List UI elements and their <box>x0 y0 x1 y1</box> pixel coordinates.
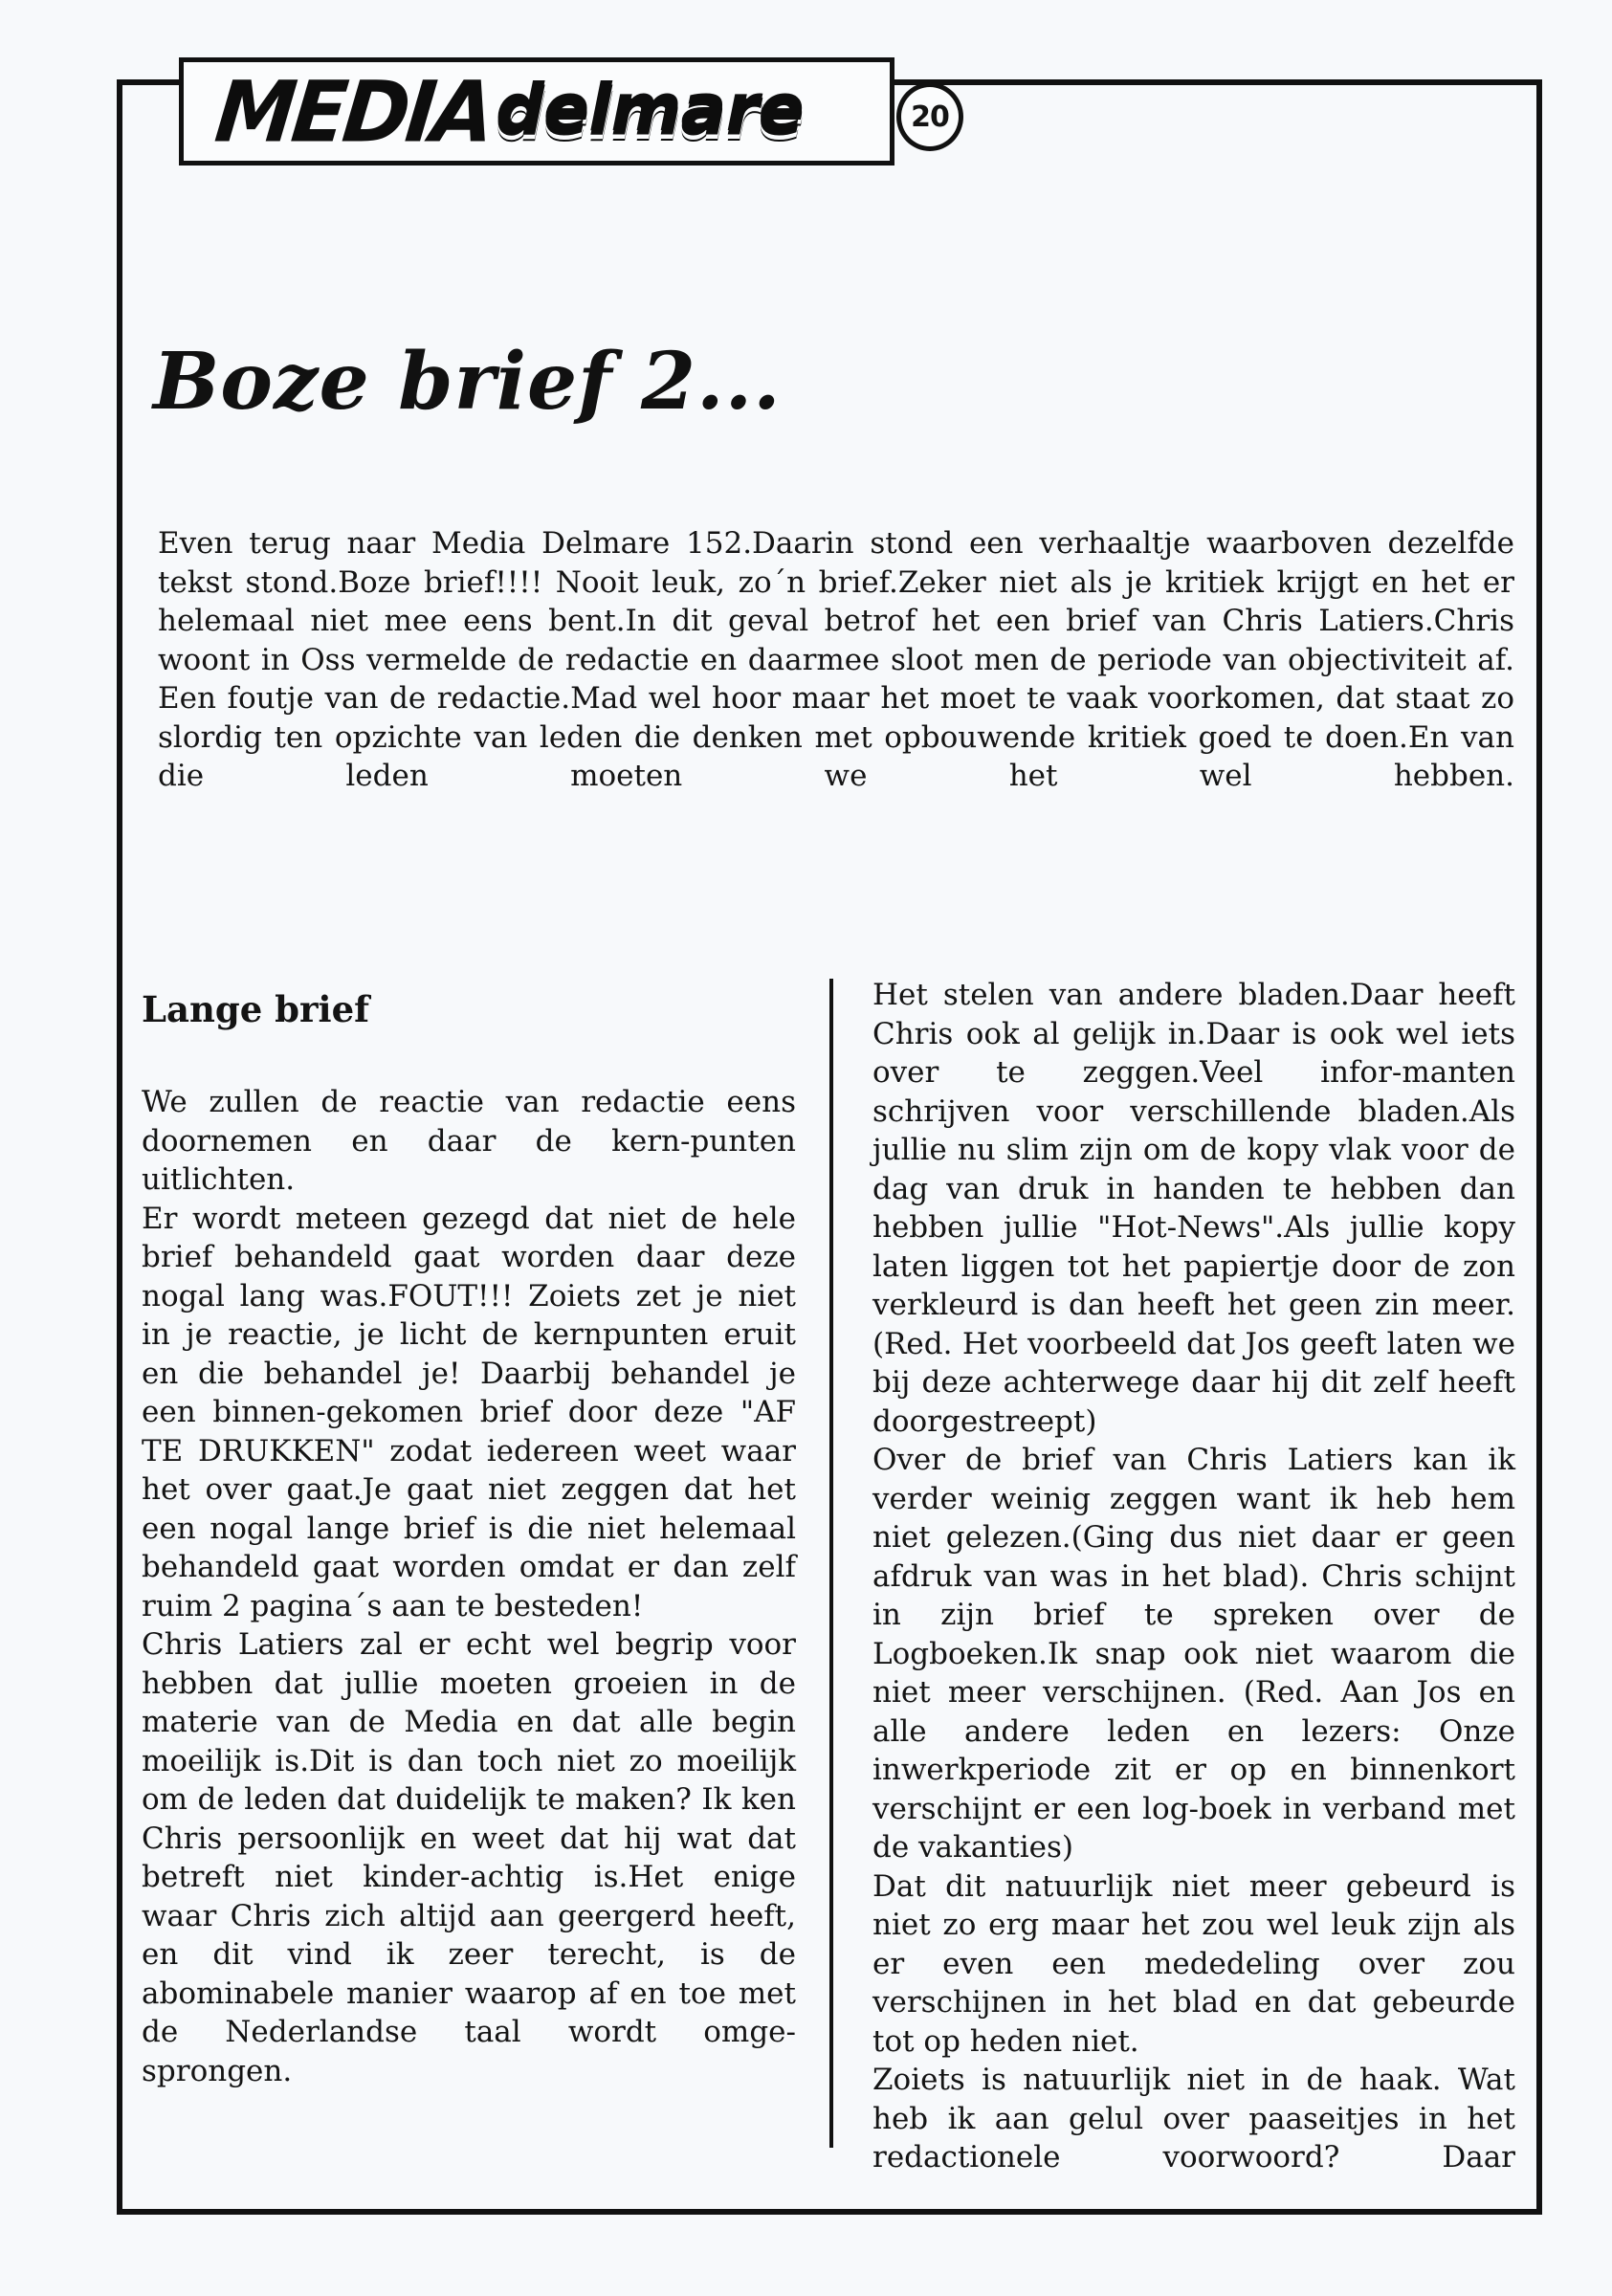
body-paragraph: Dat dit natuurlijk niet meer gebeurd is niet zo erg maar het zou wel leuk zijn als er even een mededeling over zou verschijnen in het blad en dat gebeurde tot op heden niet. <box>872 1868 1515 2059</box>
right-column <box>872 976 1515 2177</box>
column-divider <box>829 979 833 2148</box>
article-intro <box>158 524 1514 796</box>
intro-paragraph: Even terug naar Media Delmare 152.Daarin stond een verhaaltje waarboven dezelfde tekst stond.Boze brief!!!! Nooit leuk, zo´n brief.Zeker niet als je kritiek krijgt en het er helemaal niet mee eens bent.In dit geval betrof het een brief van Chris Latiers.Chris woont in Oss vermelde de redactie en daarmee sloot men de periode van objectiviteit af. <box>158 526 1514 677</box>
masthead-logo <box>179 57 894 166</box>
body-paragraph: We zullen de reactie van redactie eens doornemen en daar de kern-punten uitlichten. <box>142 1085 796 1197</box>
left-column <box>142 985 796 2090</box>
body-paragraph: Over de brief van Chris Latiers kan ik verder weinig zeggen want ik heb hem niet gelezen.(Ging dus niet daar er geen afdruk van was in het blad). Chris schijnt in zijn brief te spreken over de Logboeken.Ik snap ook niet waarom die niet meer verschijnen. (Red. Aan Jos en alle andere leden en lezers: Onze inwerkperiode zit er op en binnenkort verschijnt er een log-boek in verband met de vakanties) <box>872 1443 1515 1865</box>
page-number-badge: 20 <box>896 82 963 151</box>
body-paragraph: Chris Latiers zal er echt wel begrip voor hebben dat jullie moeten groeien in de materie van de Media en dat alle begin moeilijk is.Dit is dan toch niet zo moeilijk om de leden dat duidelijk te maken? Ik ken Chris persoonlijk en weet dat hij wat dat betreft niet kinder-achtig is.Het enige waar Chris zich altijd aan geergerd heeft, en dit vind ik zeer terecht, is de abominabele manier waarop af en toe met de Nederlandse taal wordt omge-sprongen. <box>142 1627 796 2088</box>
article-title: Boze brief 2... <box>153 336 782 428</box>
logo-media-text: MEDIA <box>210 62 497 161</box>
section-heading: Lange brief <box>142 988 370 1030</box>
body-paragraph: Het stelen van andere bladen.Daar heeft Chris ook al gelijk in.Daar is ook wel iets over te zeggen.Veel infor-manten schrijven voor verschillende bladen.Als jullie nu slim zijn om de kopy vlak voor de dag van druk in handen te hebben dan hebben jullie "Hot-News".Als jullie kopy laten liggen tot het papiertje door de zon verkleurd is dan heeft het geen zin meer.(Red. Het voorbeeld dat Jos geeft laten we bij deze achterwege daar hij dit zelf heeft doorgestreept) <box>872 978 1515 1439</box>
intro-paragraph: Een foutje van de redactie.Mad wel hoor maar het moet te vaak voorkomen, dat staat zo slordig ten opzichte van leden die denken met opbouwende kritiek goed te doen.En van die leden moeten we het wel hebben. <box>158 681 1514 793</box>
logo-delmare-text: delmare <box>495 68 804 146</box>
body-paragraph: Er wordt meteen gezegd dat niet de hele brief behandeld gaat worden daar deze nogal lang was.FOUT!!! Zoiets zet je niet in je reactie, je licht de kernpunten eruit en die behandel je! Daarbij behandel je een binnen-gekomen brief door deze "AF TE DRUKKEN" zodat iedereen weet waar het over gaat.Je gaat niet zeggen dat het een nogal lange brief is die niet helemaal behandeld gaat worden omdat er dan zelf ruim 2 pagina´s aan te besteden! <box>142 1201 796 1623</box>
body-paragraph: Zoiets is natuurlijk niet in de haak. Wat heb ik aan gelul over paaseitjes in het redactionele voorwoord? Daar <box>872 2063 1515 2175</box>
